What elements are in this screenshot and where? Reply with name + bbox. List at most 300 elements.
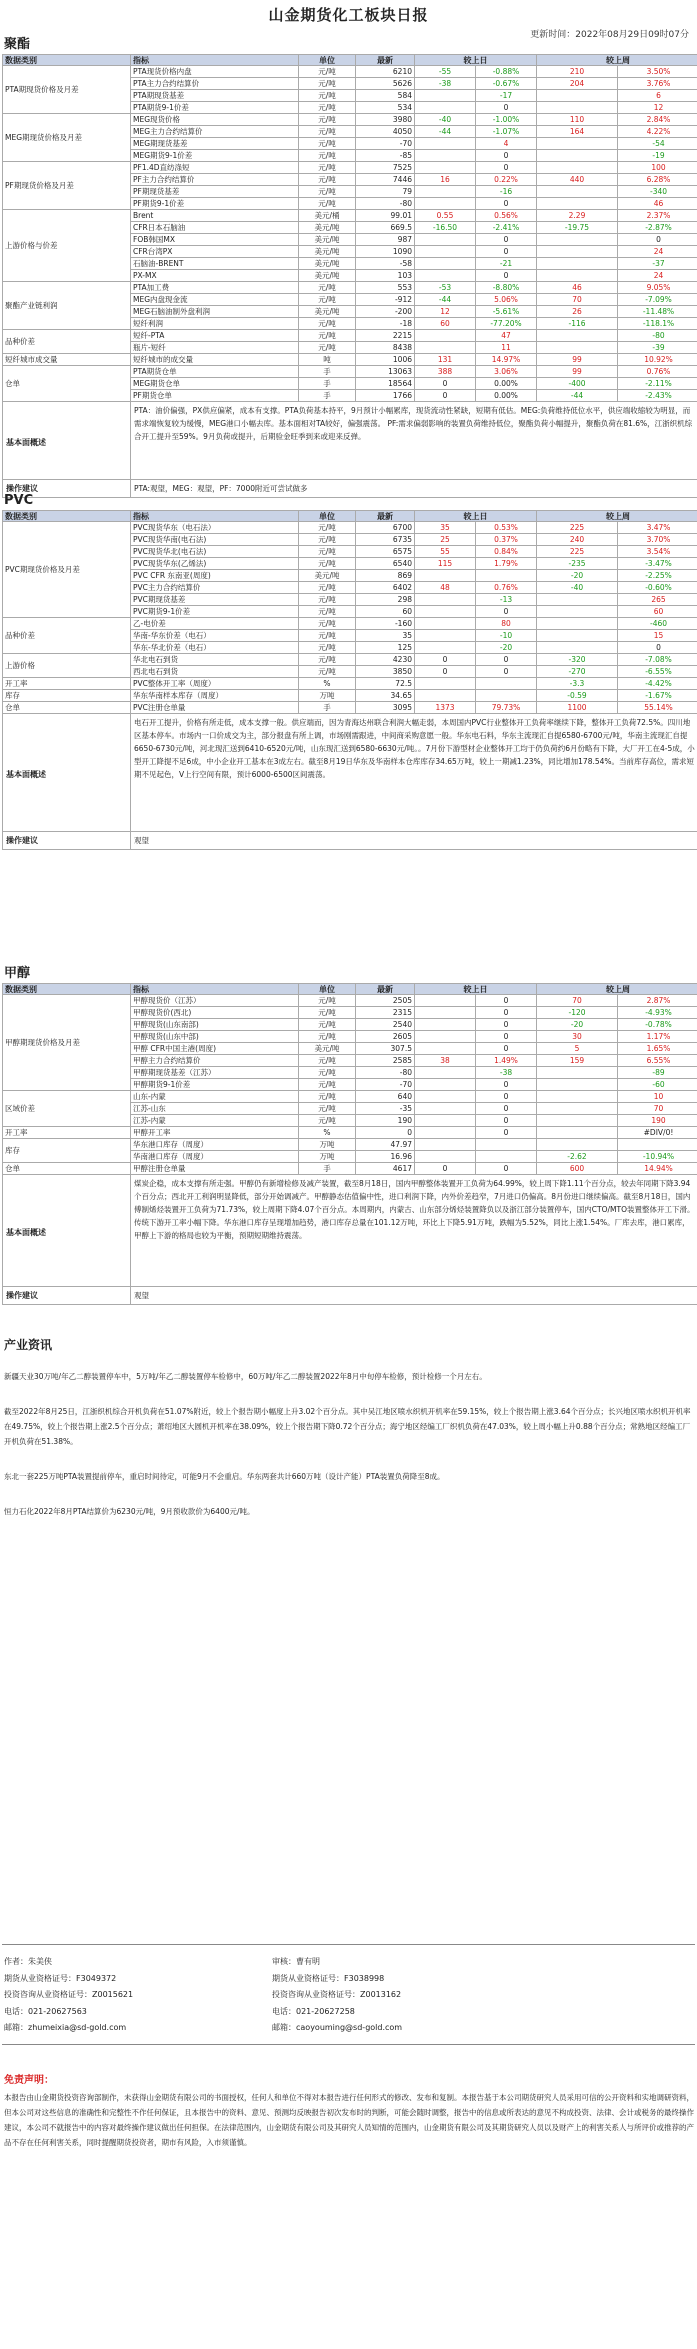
change-cell — [537, 258, 618, 270]
overview-text: 煤炭企稳，成本支撑有所走强。甲醇仍有新增检修及减产装置，截至8月18日，国内甲醇整体装置开工负荷为64.99%，较上周下降1.11个百分点，较去年同期下降3.94个百分点；西北开工利润明显降低，部分开始调减产。甲醇静态估值偏中性，进口利润下降，内外价差趋窄，7月进口仍偏高。8月份进口继续偏高。截至8月18日，国内傅制烯烃装置开工负荷为71.73%，较上周期下降4.07个百分点。本周期内，内蒙古、山东部分烯烃装置降负以及浙江部分装置停车，国内CTO/MTO装置整体开工下滑。传统下游开工率小幅下降。华东港口库存呈现增加趋势，港口库存总量在101.12万吨，环比上下降5.91万吨，跌幅为5.52%，同比上涨1.54%。厂库去库，港口累库，甲醇上下游的格局也较为平衡，预期短期维持震荡。 — [131, 1175, 697, 1287]
author-left — [4, 1954, 133, 2037]
change-cell: 47 — [476, 330, 537, 342]
latest-value: 6210 — [356, 66, 415, 78]
indicator-name: PTA现货价格内盘 — [131, 66, 299, 78]
change-cell: -44 — [537, 390, 618, 402]
unit-cell: 万吨 — [299, 1139, 356, 1151]
indicator-name: 华东华南样本库存（周度） — [131, 690, 299, 702]
latest-value: 2585 — [356, 1055, 415, 1067]
change-cell: 30 — [537, 1031, 618, 1043]
change-cell: 1373 — [415, 702, 476, 714]
change-cell: -21 — [476, 258, 537, 270]
indicator-name: 甲醇现货价(西北) — [131, 1007, 299, 1019]
change-cell: -40 — [415, 114, 476, 126]
latest-value: 669.5 — [356, 222, 415, 234]
latest-value: 125 — [356, 642, 415, 654]
change-cell: 0 — [618, 642, 697, 654]
change-cell: 55.14% — [618, 702, 697, 714]
unit-cell: 元/吨 — [299, 534, 356, 546]
change-cell: -19 — [618, 150, 697, 162]
change-cell: -20 — [476, 642, 537, 654]
unit-cell: 吨 — [299, 354, 356, 366]
indicator-name: PF1.4D直纺涤短 — [131, 162, 299, 174]
change-cell: 38 — [415, 1055, 476, 1067]
change-cell: 0 — [476, 1163, 537, 1175]
change-cell — [415, 330, 476, 342]
change-cell — [415, 1139, 476, 1151]
latest-value: 60 — [356, 606, 415, 618]
unit-cell: 美元/吨 — [299, 246, 356, 258]
change-cell: -235 — [537, 558, 618, 570]
change-cell: 5.06% — [476, 294, 537, 306]
change-cell: #DIV/0! — [618, 1127, 697, 1139]
author-name: 作者：朱美侠 — [4, 1957, 52, 1966]
change-cell: 0 — [476, 198, 537, 210]
change-cell: 2.84% — [618, 114, 697, 126]
section-heading: 甲醇 — [4, 966, 31, 981]
change-cell: 9.05% — [618, 282, 697, 294]
change-cell — [415, 642, 476, 654]
column-header: 指标 — [131, 510, 299, 522]
indicator-name: PTA期货仓单 — [131, 366, 299, 378]
indicator-name: PVC现货华南(电石法) — [131, 534, 299, 546]
indicator-name: MEG内盘现金流 — [131, 294, 299, 306]
change-cell: 25 — [415, 534, 476, 546]
change-cell: 48 — [415, 582, 476, 594]
section-2 — [0, 965, 697, 1305]
unit-cell: 元/吨 — [299, 318, 356, 330]
change-cell — [415, 258, 476, 270]
change-cell: -2.43% — [618, 390, 697, 402]
change-cell: 0 — [476, 1019, 537, 1031]
indicator-name: 甲醇期货9-1价差 — [131, 1079, 299, 1091]
change-cell: -2.62 — [537, 1151, 618, 1163]
unit-cell: 元/吨 — [299, 330, 356, 342]
change-cell: 12 — [415, 306, 476, 318]
unit-cell: 元/吨 — [299, 90, 356, 102]
reviewer-consult-license: 投资咨询从业资格证号：Z0013162 — [272, 1990, 402, 1999]
indicator-name: PVC整体开工率（周度） — [131, 678, 299, 690]
unit-cell: 元/吨 — [299, 198, 356, 210]
change-cell — [618, 1139, 697, 1151]
change-cell: 0.22% — [476, 174, 537, 186]
indicator-name: MEG主力合约结算价 — [131, 126, 299, 138]
change-cell: 3.47% — [618, 522, 697, 534]
change-cell: 2.29 — [537, 210, 618, 222]
change-cell: -400 — [537, 378, 618, 390]
indicator-name: PVC现货华北(电石法) — [131, 546, 299, 558]
change-cell: 0 — [476, 1091, 537, 1103]
column-header: 单位 — [299, 510, 356, 522]
latest-value: 35 — [356, 630, 415, 642]
latest-value: 553 — [356, 282, 415, 294]
change-cell: 3.50% — [618, 66, 697, 78]
unit-cell: 元/吨 — [299, 342, 356, 354]
change-cell: -44 — [415, 294, 476, 306]
change-cell: 60 — [415, 318, 476, 330]
reviewer-email[interactable]: 邮箱：caoyouming@sd-gold.com — [272, 2023, 403, 2032]
change-cell — [537, 618, 618, 630]
latest-value: 7446 — [356, 174, 415, 186]
change-cell — [537, 594, 618, 606]
change-cell: 0 — [476, 162, 537, 174]
unit-cell: 元/吨 — [299, 294, 356, 306]
column-header: 较上日 — [415, 983, 537, 995]
change-cell: -320 — [537, 654, 618, 666]
indicator-name: MEG现货价格 — [131, 114, 299, 126]
overview-row — [2, 1175, 697, 1287]
change-cell: -120 — [537, 1007, 618, 1019]
indicator-name: PF主力合约结算价 — [131, 174, 299, 186]
change-cell: -1.00% — [476, 114, 537, 126]
change-cell — [537, 1115, 618, 1127]
change-cell — [415, 138, 476, 150]
change-cell — [415, 606, 476, 618]
change-cell: 0 — [415, 654, 476, 666]
category-label: 短纤城市成交量 — [3, 354, 131, 366]
change-cell: -0.60% — [618, 582, 697, 594]
latest-value: -80 — [356, 198, 415, 210]
indicator-name: CFR台湾PX — [131, 246, 299, 258]
disclaimer-text: 本报告由山金期货投资咨询部制作，未获得山金期货有限公司的书面授权，任何人和单位不得对本报告进行任何形式的修改、发布和复制。本报告基于本公司期货研究人员采用可信的公开资料和实地调研资料，但本公司对这些信息的准确性和完整性不作任何保证，且本报告中的资料、意见、预测均反映报告初次发布时的判断，可能会随时调整，报告中的信息或所表达的意见不构成投资、法律、会计或税务的最终操作建议，本公司不就报告中的内容对最终操作建议做出任何担保。在法律范围内，山金期货有限公司及其研究人员知情的范围内，山金期货有限公司及其期货研究人员以及财产上的利害关系人与所评价或推荐的产品不存在任何利害关系，同时提醒期货投资者，期市有风险，入市须谨慎。 — [4, 2093, 694, 2147]
column-header: 数据类别 — [3, 983, 131, 995]
divider — [2, 2044, 695, 2045]
change-cell: -19.75 — [537, 222, 618, 234]
change-cell — [537, 186, 618, 198]
indicator-name: PX-MX — [131, 270, 299, 282]
change-cell: 4 — [476, 138, 537, 150]
change-cell: -38 — [415, 78, 476, 90]
news-item: 东北一套225万吨PTA装置提前停车，重启时间待定，可能9月不会重启。华东两套共计660万吨（设计产能）PTA装置负荷降至8成。 — [4, 1472, 445, 1481]
author-phone: 电话：021-20627563 — [4, 2006, 87, 2016]
change-cell — [415, 234, 476, 246]
change-cell — [415, 102, 476, 114]
indicator-name: PVC现货华东（电石法） — [131, 522, 299, 534]
change-cell: 0 — [476, 1007, 537, 1019]
latest-value: 298 — [356, 594, 415, 606]
category-label: 仓单 — [3, 702, 131, 714]
change-cell: 5 — [537, 1043, 618, 1055]
change-cell — [476, 678, 537, 690]
change-cell — [415, 270, 476, 282]
indicator-name: PVC期货9-1价差 — [131, 606, 299, 618]
change-cell: 440 — [537, 174, 618, 186]
indicator-name: 石脑油-BRENT — [131, 258, 299, 270]
news-item: 恒力石化2022年8月PTA结算价为6230元/吨，9月预收款价为6400元/吨。 — [4, 1507, 255, 1516]
change-cell — [415, 1043, 476, 1055]
latest-value: 190 — [356, 1115, 415, 1127]
change-cell: 0 — [476, 234, 537, 246]
latest-value: 4617 — [356, 1163, 415, 1175]
category-label: 上游价格与价差 — [3, 210, 131, 282]
latest-value: 1006 — [356, 354, 415, 366]
change-cell: 0 — [476, 1127, 537, 1139]
change-cell — [415, 150, 476, 162]
indicator-name: PVC期现货基差 — [131, 594, 299, 606]
indicator-name: 华北电石到货 — [131, 654, 299, 666]
change-cell — [537, 1079, 618, 1091]
change-cell: 11 — [476, 342, 537, 354]
change-cell — [415, 678, 476, 690]
change-cell: -77.20% — [476, 318, 537, 330]
change-cell: -10 — [476, 630, 537, 642]
latest-value: 6402 — [356, 582, 415, 594]
latest-value: 34.65 — [356, 690, 415, 702]
unit-cell: 元/吨 — [299, 1079, 356, 1091]
change-cell: 0.00% — [476, 378, 537, 390]
unit-cell: 万吨 — [299, 1151, 356, 1163]
section-heading: 聚酯 — [4, 37, 31, 52]
change-cell — [415, 618, 476, 630]
change-cell: 15 — [618, 630, 697, 642]
unit-cell: 元/吨 — [299, 174, 356, 186]
unit-cell: 元/吨 — [299, 1031, 356, 1043]
latest-value: 0 — [356, 1127, 415, 1139]
change-cell: 0.53% — [476, 522, 537, 534]
category-label: 仓单 — [3, 366, 131, 402]
category-label: PF期现货价格及月差 — [3, 162, 131, 210]
latest-value: 5626 — [356, 78, 415, 90]
change-cell: 388 — [415, 366, 476, 378]
category-label: 品种价差 — [3, 330, 131, 354]
change-cell: 6.28% — [618, 174, 697, 186]
change-cell — [415, 594, 476, 606]
indicator-name: 江苏-山东 — [131, 1103, 299, 1115]
change-cell — [415, 630, 476, 642]
change-cell: 16 — [415, 174, 476, 186]
change-cell — [537, 150, 618, 162]
indicator-name: PVC现货华东(乙烯法) — [131, 558, 299, 570]
change-cell: -2.25% — [618, 570, 697, 582]
change-cell: -38 — [476, 1067, 537, 1079]
column-header: 较上周 — [537, 510, 697, 522]
latest-value: 7525 — [356, 162, 415, 174]
unit-cell: 美元/吨 — [299, 570, 356, 582]
column-header: 最新 — [356, 54, 415, 66]
latest-value: 99.01 — [356, 210, 415, 222]
change-cell — [537, 642, 618, 654]
change-cell: -5.61% — [476, 306, 537, 318]
change-cell — [415, 1031, 476, 1043]
unit-cell: 手 — [299, 1163, 356, 1175]
change-cell: 79.73% — [476, 702, 537, 714]
change-cell: 46 — [618, 198, 697, 210]
author-license: 期货从业资格证号：F3049372 — [4, 1973, 117, 1983]
change-cell: -0.59 — [537, 690, 618, 702]
author-email[interactable]: 邮箱：zhumeixia@sd-gold.com — [4, 2023, 127, 2032]
category-label: 仓单 — [3, 1163, 131, 1175]
change-cell — [537, 606, 618, 618]
section-heading: PVC — [4, 493, 34, 508]
column-header: 指标 — [131, 983, 299, 995]
update-time: 更新时间：2022年08月29日09时07分 — [530, 30, 689, 40]
divider — [2, 1944, 695, 1945]
change-cell — [415, 1115, 476, 1127]
unit-cell: 元/吨 — [299, 126, 356, 138]
category-label: 区域价差 — [3, 1091, 131, 1127]
change-cell — [537, 1091, 618, 1103]
indicator-name: PF期货仓单 — [131, 390, 299, 402]
change-cell — [415, 1019, 476, 1031]
change-cell: -60 — [618, 1079, 697, 1091]
latest-value: -35 — [356, 1103, 415, 1115]
category-label: MEG期现货价格及月差 — [3, 114, 131, 162]
change-cell: 0 — [415, 378, 476, 390]
overview-text: PTA：油价偏强，PX供应偏紧，成本有支撑。PTA负荷基本持平，9月预计小幅累库，现货流动性紧缺，短期有低估。MEG:负荷维持低位水平，供应端收缩较为明显，而需求端恢复较为缓慢，MEG港口小幅去库。基本面相对TA较好，偏强震荡。 PF:需求偏弱影响的装置负荷维持低位，聚酯负荷小幅提升，聚酯负荷在81.6%，江浙织机综合开工提升至59%。9月负荷或提升，后期验金旺季到来或迎来反弹。 — [131, 402, 697, 480]
change-cell: 26 — [537, 306, 618, 318]
latest-value: -200 — [356, 306, 415, 318]
latest-value: 2315 — [356, 1007, 415, 1019]
change-cell — [537, 234, 618, 246]
report-title: 山金期货化工板块日报 — [268, 6, 429, 24]
unit-cell: 元/吨 — [299, 666, 356, 678]
indicator-name: 乙-电价差 — [131, 618, 299, 630]
category-label: 库存 — [3, 690, 131, 702]
change-cell: -11.48% — [618, 306, 697, 318]
latest-value: -58 — [356, 258, 415, 270]
reviewer-right — [272, 1954, 402, 2037]
indicator-name: 瓶片-短纤 — [131, 342, 299, 354]
category-label: PVC期现货价格及月差 — [3, 522, 131, 618]
change-cell: 0 — [476, 606, 537, 618]
unit-cell: 美元/吨 — [299, 258, 356, 270]
unit-cell: 元/吨 — [299, 1091, 356, 1103]
change-cell: 0 — [476, 1031, 537, 1043]
change-cell: 10.92% — [618, 354, 697, 366]
change-cell: -2.41% — [476, 222, 537, 234]
indicator-name: PTA主力合约结算价 — [131, 78, 299, 90]
latest-value: -70 — [356, 138, 415, 150]
change-cell: -55 — [415, 66, 476, 78]
change-cell: 3.70% — [618, 534, 697, 546]
unit-cell: 元/吨 — [299, 1007, 356, 1019]
indicator-name: MEG石脑油制外盘利润 — [131, 306, 299, 318]
latest-value: 2540 — [356, 1019, 415, 1031]
latest-value: 307.5 — [356, 1043, 415, 1055]
indicator-name: FOB韩国MX — [131, 234, 299, 246]
change-cell: -2.11% — [618, 378, 697, 390]
latest-value: -80 — [356, 1067, 415, 1079]
reviewer-phone: 电话：021-20627258 — [272, 2006, 355, 2016]
unit-cell: 元/吨 — [299, 522, 356, 534]
indicator-name: 西北电石到货 — [131, 666, 299, 678]
change-cell: 0 — [476, 246, 537, 258]
column-header: 数据类别 — [3, 54, 131, 66]
disclaimer-heading: 免责声明： — [4, 2075, 54, 2086]
latest-value: 4230 — [356, 654, 415, 666]
section-0 — [0, 36, 697, 498]
change-cell: -3.3 — [537, 678, 618, 690]
change-cell: 99 — [537, 366, 618, 378]
indicator-name: Brent — [131, 210, 299, 222]
unit-cell: 手 — [299, 366, 356, 378]
table-header — [2, 54, 697, 66]
change-cell: 265 — [618, 594, 697, 606]
change-cell: 1.49% — [476, 1055, 537, 1067]
unit-cell: 美元/吨 — [299, 234, 356, 246]
latest-value: 6735 — [356, 534, 415, 546]
unit-cell: 元/吨 — [299, 102, 356, 114]
change-cell: 100 — [618, 162, 697, 174]
change-cell — [476, 1151, 537, 1163]
unit-cell: 元/吨 — [299, 642, 356, 654]
change-cell: 225 — [537, 522, 618, 534]
change-cell: -16 — [476, 186, 537, 198]
change-cell — [415, 995, 476, 1007]
author-consult-license: 投资咨询从业资格证号：Z0015621 — [4, 1990, 134, 1999]
indicator-name: MEG期货仓单 — [131, 378, 299, 390]
change-cell: 0 — [618, 234, 697, 246]
change-cell: 0.76% — [476, 582, 537, 594]
unit-cell: 元/吨 — [299, 1055, 356, 1067]
column-header: 单位 — [299, 983, 356, 995]
change-cell — [415, 1091, 476, 1103]
indicator-name: PVC主力合约结算价 — [131, 582, 299, 594]
change-cell: -0.67% — [476, 78, 537, 90]
category-label: 上游价格 — [3, 654, 131, 678]
change-cell: -270 — [537, 666, 618, 678]
table-header — [2, 983, 697, 995]
latest-value: 2215 — [356, 330, 415, 342]
unit-cell: 元/吨 — [299, 66, 356, 78]
indicator-name: 短纤利润 — [131, 318, 299, 330]
unit-cell: 元/吨 — [299, 618, 356, 630]
change-cell: -116 — [537, 318, 618, 330]
unit-cell: 元/吨 — [299, 594, 356, 606]
latest-value: 4050 — [356, 126, 415, 138]
change-cell: 204 — [537, 78, 618, 90]
reviewer-license: 期货从业资格证号：F3038998 — [272, 1973, 385, 1983]
change-cell: -10.94% — [618, 1151, 697, 1163]
change-cell — [415, 1151, 476, 1163]
change-cell: -89 — [618, 1067, 697, 1079]
unit-cell: 美元/吨 — [299, 306, 356, 318]
unit-cell: % — [299, 1127, 356, 1139]
unit-cell: 元/吨 — [299, 114, 356, 126]
change-cell: 2.87% — [618, 995, 697, 1007]
change-cell: -6.55% — [618, 666, 697, 678]
data-table — [2, 66, 697, 402]
unit-cell: 元/吨 — [299, 558, 356, 570]
unit-cell: 元/吨 — [299, 582, 356, 594]
change-cell: 24 — [618, 246, 697, 258]
indicator-name: PTA期货9-1价差 — [131, 102, 299, 114]
change-cell: 0 — [476, 102, 537, 114]
change-cell: 164 — [537, 126, 618, 138]
change-cell: -54 — [618, 138, 697, 150]
change-cell — [537, 138, 618, 150]
indicator-name: 华南-华东价差（电石） — [131, 630, 299, 642]
indicator-name: PTA期现货基差 — [131, 90, 299, 102]
advice-text: PTA:观望，MEG：观望，PF：7000附近可尝试做多 — [131, 480, 697, 498]
indicator-name: MEG期货9-1价差 — [131, 150, 299, 162]
change-cell — [415, 246, 476, 258]
change-cell: -37 — [618, 258, 697, 270]
unit-cell: 元/吨 — [299, 1103, 356, 1115]
change-cell: 70 — [618, 1103, 697, 1115]
unit-cell: 元/吨 — [299, 995, 356, 1007]
change-cell: -39 — [618, 342, 697, 354]
unit-cell: 元/吨 — [299, 630, 356, 642]
latest-value: 1090 — [356, 246, 415, 258]
unit-cell: 元/吨 — [299, 1019, 356, 1031]
unit-cell: 元/吨 — [299, 78, 356, 90]
latest-value: 1766 — [356, 390, 415, 402]
latest-value: 584 — [356, 90, 415, 102]
column-header: 较上日 — [415, 54, 537, 66]
category-label: 库存 — [3, 1139, 131, 1163]
change-cell: 0 — [476, 150, 537, 162]
